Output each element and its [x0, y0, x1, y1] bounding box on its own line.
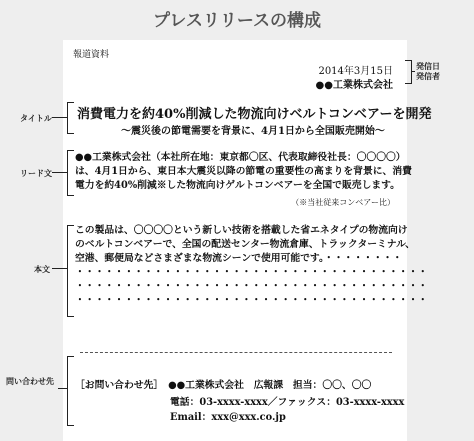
lead-line: は、4月1日から、東日本大震災以降の節電の重要性の高まりを背景に、消費	[75, 166, 412, 177]
footnote: （※当社従来コンベアー比）	[291, 198, 395, 207]
lead-line: 電力を約40%削減※した物流向けゲルトコンベアーを全国で販売します。	[75, 180, 400, 191]
contact-email: Email：xxx@xxx.co.jp	[170, 412, 286, 423]
lead-line: ●●工業株式会社（本社所在地：東京都〇区、代表取締役社長：〇〇〇〇）	[75, 152, 406, 163]
page-title: プレスリリースの構成	[153, 11, 321, 31]
body-line: この製品は、〇〇〇〇という新しい技術を搭載した省エネタイプの物流向け	[75, 225, 408, 236]
body-line: のベルトコンベアーで、全国の配送センター物流倉庫、トラックターミナル、	[75, 239, 415, 250]
title-connector	[52, 117, 67, 118]
label-body: 本文	[34, 265, 50, 274]
contact-divider	[80, 352, 392, 353]
contact-bracket	[67, 356, 74, 426]
lead-paragraph	[75, 151, 412, 193]
label-date-issuer: 発信日 発信者	[416, 62, 440, 81]
issuer-name: ●●工業株式会社	[315, 80, 393, 91]
body-line: ・・・・・・・・・・・・・・・・・・・・・・・・・・・・・・・・・・・・	[75, 295, 428, 306]
release-date: 2014年3月15日	[318, 66, 393, 77]
body-line: ・・・・・・・・・・・・・・・・・・・・・・・・・・・・・・・・・・・・	[75, 267, 428, 278]
contact-line-1: ［お問い合わせ先］ ●●工業株式会社 広報課 担当：〇〇、〇〇	[75, 380, 372, 391]
label-lead: リード文	[20, 169, 52, 178]
doc-type-label: 報道資料	[73, 50, 110, 60]
contact-phone-fax: 電話：03-xxxx-xxxx／ファックス：03-xxxx-xxxx	[170, 397, 405, 408]
contact-connector	[58, 388, 67, 389]
body-bracket	[67, 225, 74, 317]
label-title: タイトル	[20, 114, 52, 123]
body-paragraph	[75, 224, 428, 308]
date-issuer-connector	[411, 71, 415, 72]
label-contact: 問い合わせ先	[6, 377, 54, 386]
subheadline: 〜震災後の節電需要を背景に、4月1日から全国販売開始〜	[121, 126, 385, 137]
lead-bracket	[67, 150, 74, 196]
body-line: ・・・・・・・・・・・・・・・・・・・・・・・・・・・・・・・・・・・・	[75, 281, 428, 292]
title-bracket	[67, 102, 74, 134]
body-connector	[52, 268, 67, 269]
date-issuer-bracket	[405, 60, 412, 84]
lead-connector	[52, 172, 67, 173]
headline: 消費電力を約40%削減した物流向けベルトコンベアーを開発	[77, 107, 432, 122]
body-line: 空港、郵便局などさまざまな物流シーンで使用可能です。・・・・・・・・	[75, 253, 403, 264]
